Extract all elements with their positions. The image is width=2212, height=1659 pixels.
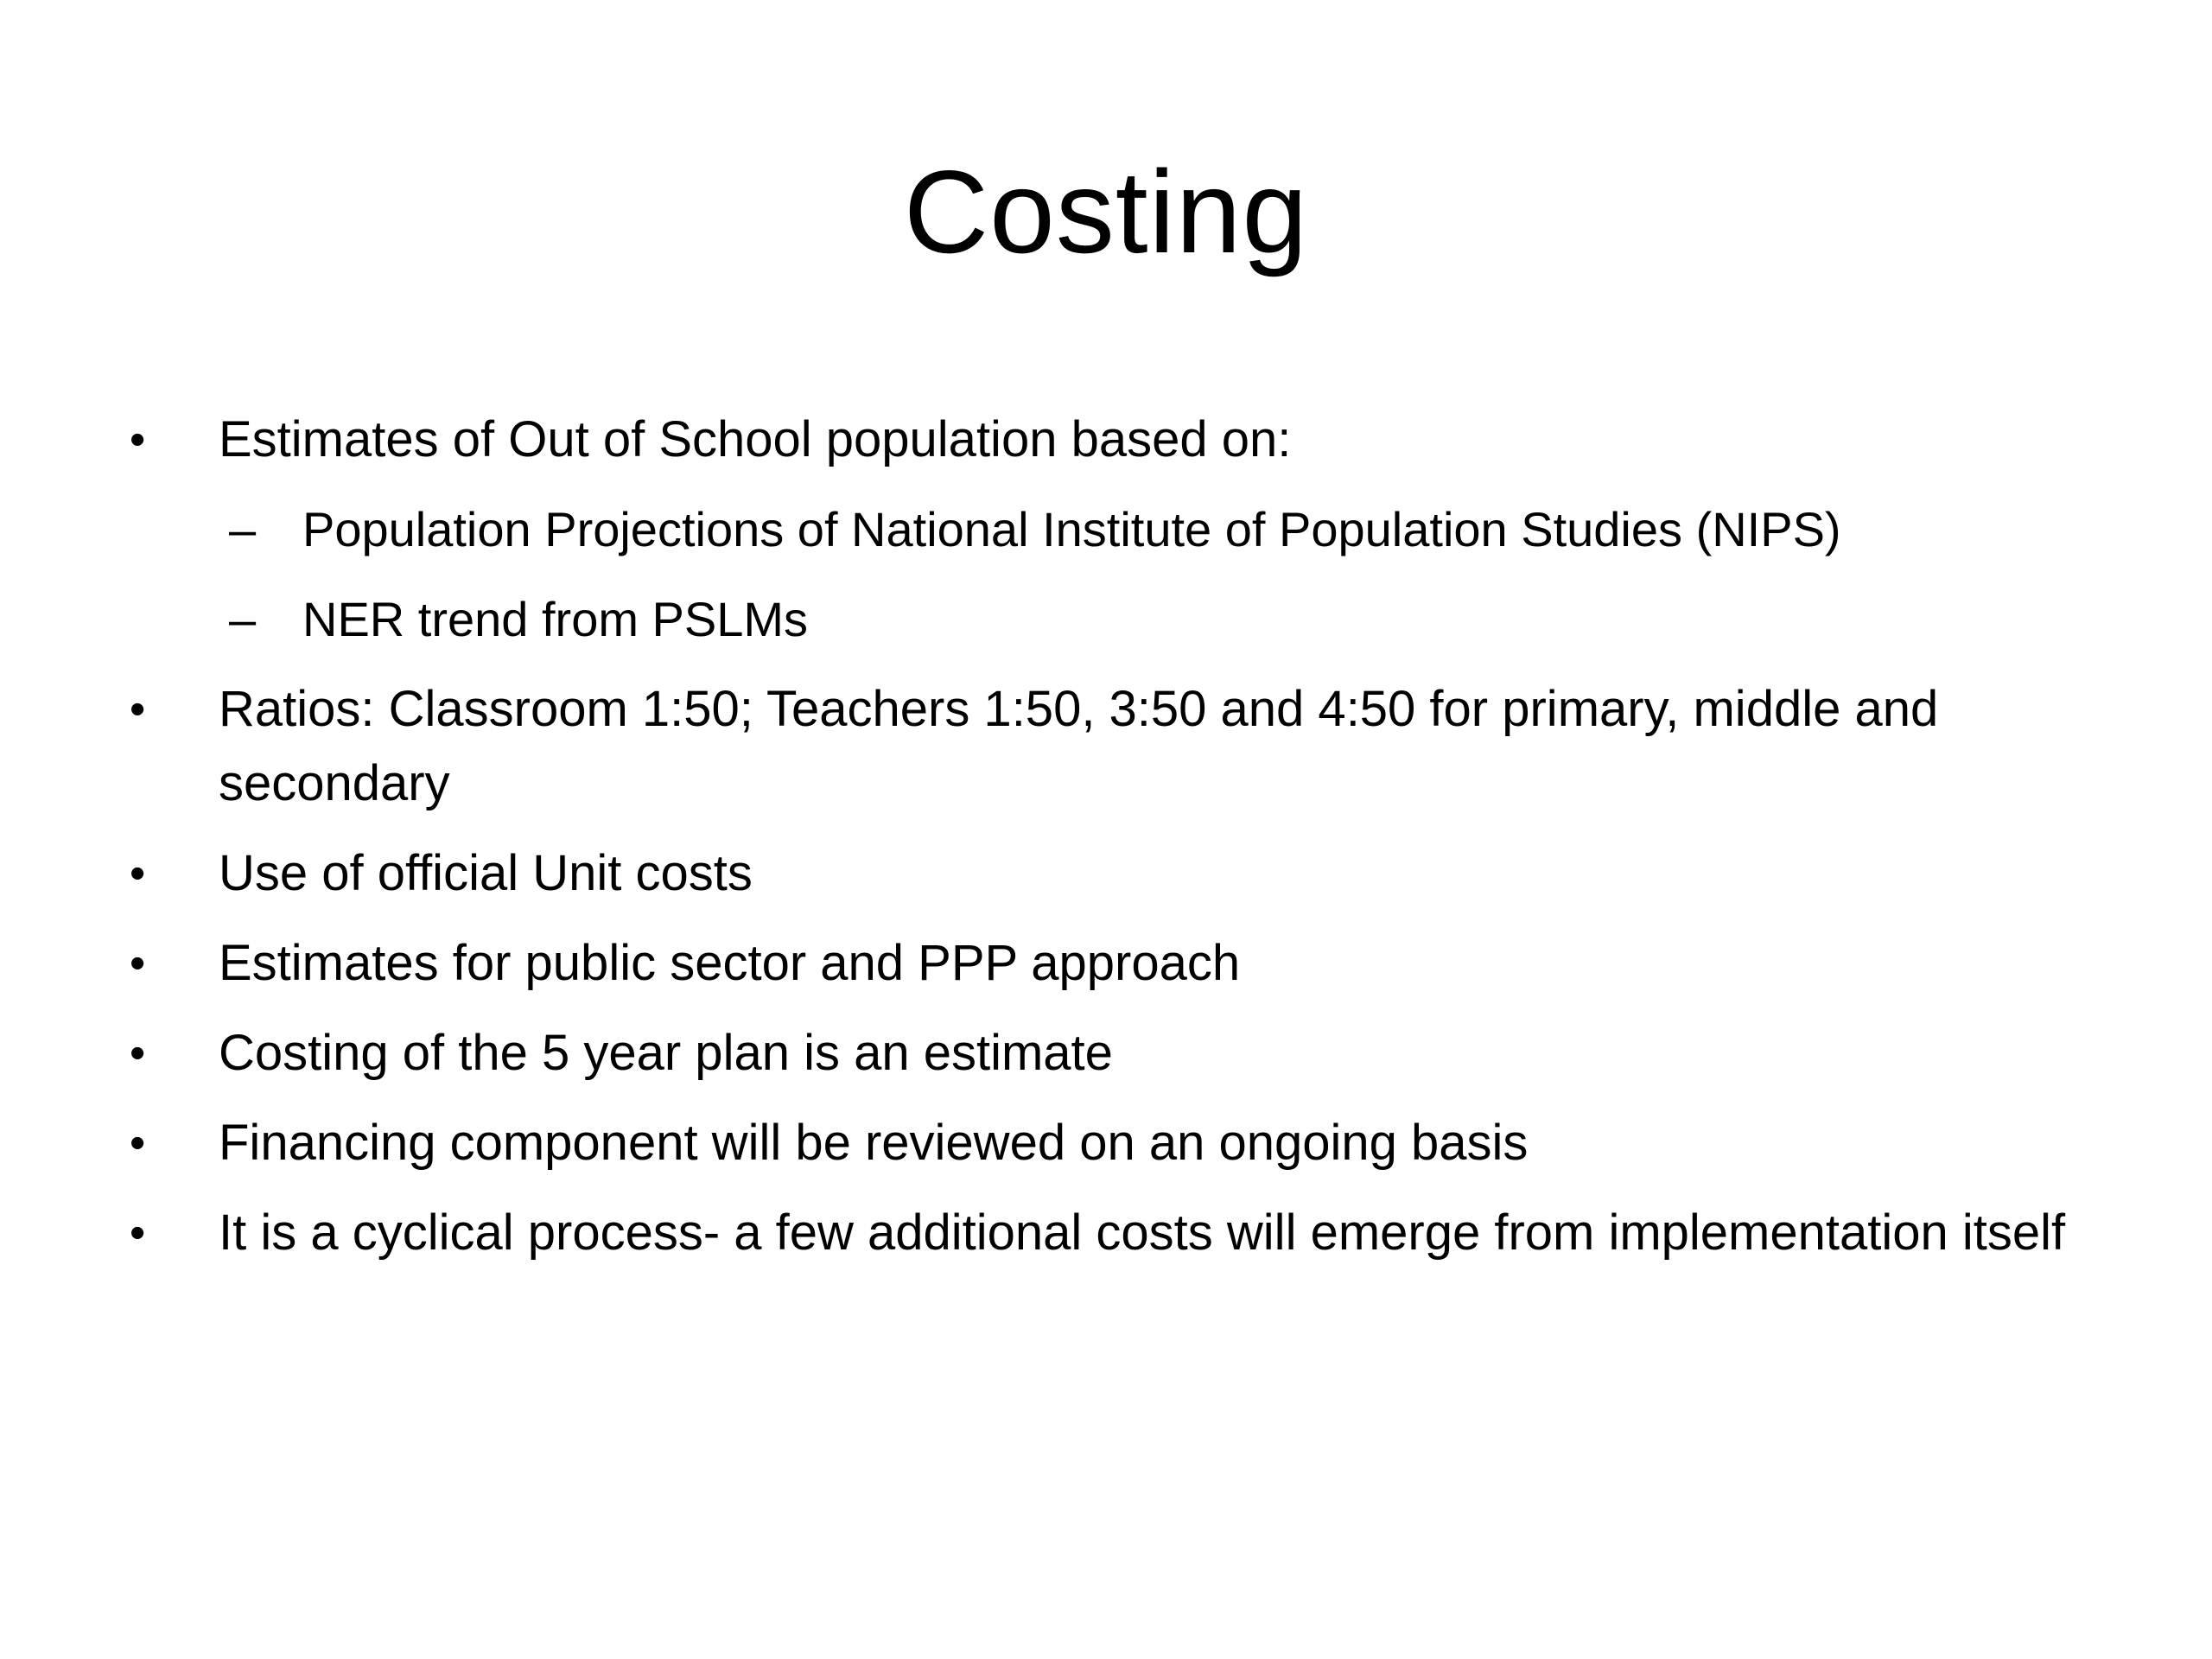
- sub-bullet-item: [229, 582, 2108, 657]
- bullet-text: Estimates for public sector and PPP approach: [219, 935, 1241, 991]
- bullet-marker: •: [130, 1028, 146, 1078]
- bullet-list: [130, 403, 2108, 1286]
- dash-marker: –: [229, 502, 257, 556]
- bullet-marker: •: [130, 1118, 146, 1168]
- bullet-item: [130, 1196, 2108, 1270]
- bullet-text: Costing of the 5 year plan is an estimate: [219, 1025, 1113, 1081]
- bullet-item: [130, 1106, 2108, 1180]
- bullet-text: It is a cyclical process- a few additional costs will emerge from implementation itself: [219, 1205, 2066, 1261]
- slide-title: Costing: [903, 146, 1309, 277]
- bullet-marker: •: [130, 1208, 146, 1258]
- bullet-item: [130, 403, 2108, 477]
- bullet-text: Use of official Unit costs: [219, 845, 753, 901]
- bullet-marker: •: [130, 938, 146, 988]
- dash-marker: –: [229, 592, 257, 646]
- bullet-marker: •: [130, 849, 146, 899]
- bullet-marker: •: [130, 415, 146, 465]
- bullet-text: Financing component will be reviewed on an ongoing basis: [219, 1115, 1529, 1171]
- sub-bullet-item: [229, 493, 2108, 567]
- bullet-item: [130, 672, 2108, 821]
- bullet-item: [130, 1016, 2108, 1090]
- bullet-text: Ratios: Classroom 1:50; Teachers 1:50, 3:50 and 4:50 for primary, middle and secondary: [219, 681, 1939, 811]
- bullet-item: [130, 926, 2108, 1001]
- bullet-text: Population Projections of National Institute of Population Studies (NIPS): [302, 502, 1841, 556]
- bullet-marker: •: [130, 684, 146, 734]
- bullet-text: NER trend from PSLMs: [302, 592, 809, 646]
- bullet-item: [130, 836, 2108, 911]
- bullet-text: Estimates of Out of School population based on:: [219, 411, 1292, 467]
